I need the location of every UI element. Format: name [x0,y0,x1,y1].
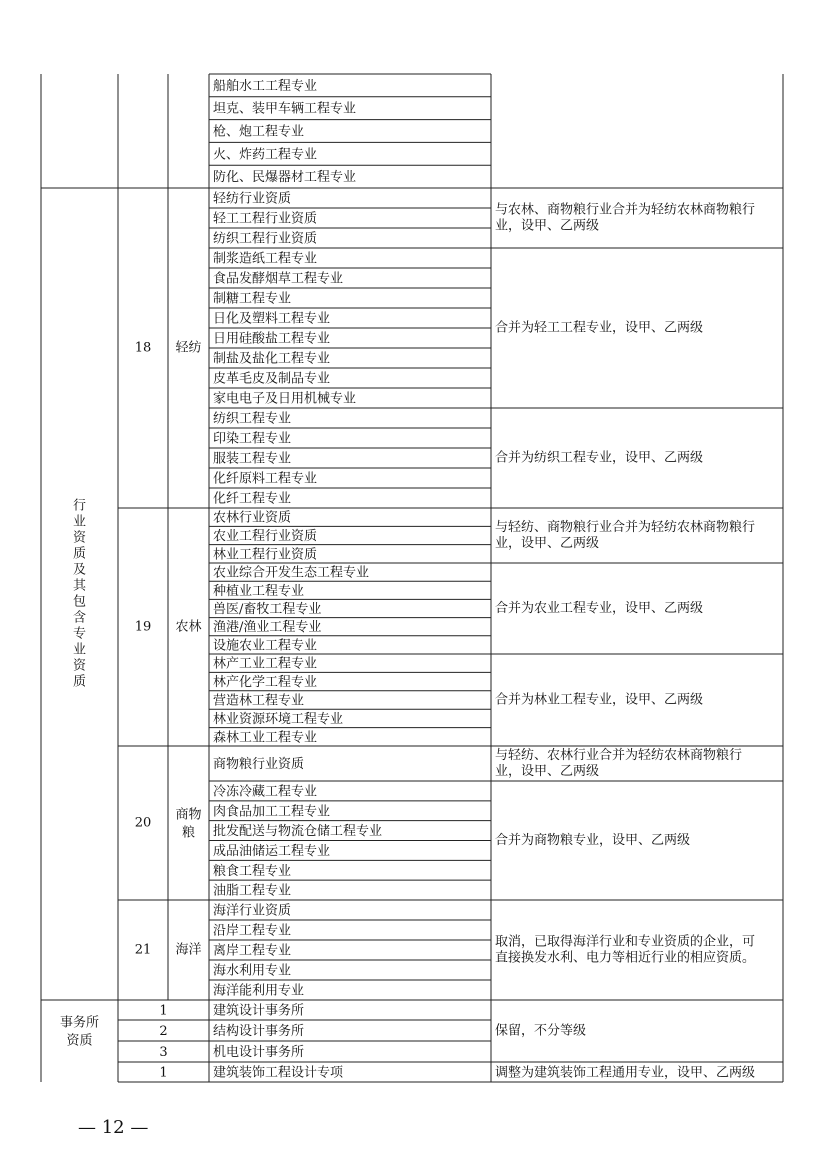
firm-row-number: 2 [159,1024,168,1039]
note-text: 合并为商物粮专业，设甲、乙两级 [495,833,691,848]
note-text: 直接换发水利、电力等相近行业的相应资质。 [495,950,756,966]
group18-item: 皮革毛皮及制品专业 [213,371,331,387]
top-item: 船舶水工工程专业 [213,78,318,94]
note-text: 与轻纺、商物粮行业合并为轻纺农林商物粮行 [495,520,756,535]
group19-item: 渔港/渔业工程专业 [213,620,322,636]
top-item: 防化、民爆器材工程专业 [213,170,357,186]
group21-name: 海洋 [175,942,202,958]
firm-row-name: 结构设计事务所 [213,1024,305,1039]
group19-item: 种植业工程专业 [213,583,305,599]
note-text: 业，设甲、乙两级 [495,536,600,551]
group18-item: 日用硅酸盐工程专业 [213,331,331,347]
group18-item: 纺织工程专业 [213,411,292,427]
group18-item: 家电电子及日用机械专业 [213,391,357,407]
group19-item: 农业工程行业资质 [213,529,318,544]
group18-item: 轻工工程行业资质 [213,211,318,227]
firm-row-number: 3 [159,1045,168,1060]
group19-name: 农林 [175,619,202,635]
last-row-name: 建筑装饰工程设计专项 [213,1065,344,1081]
group20-name: 商物 [175,807,202,823]
section-label-char: 质 [72,674,87,690]
firm-row-number: 1 [159,1003,168,1019]
note-text: 合并为纺织工程专业，设甲、乙两级 [495,450,704,466]
group18-item: 日化及塑料工程专业 [213,311,331,327]
group19-number: 19 [134,619,152,635]
group19-item: 林产工业工程专业 [213,656,318,672]
group20-item: 粮食工程专业 [213,863,292,879]
last-row-number: 1 [159,1065,168,1081]
firm-row-name: 机电设计事务所 [213,1045,305,1060]
group20-item: 商物粮行业资质 [213,757,305,772]
group21-item: 海洋行业资质 [213,903,292,919]
group18-item: 食品发酵烟草工程专业 [213,271,344,287]
top-item: 火、炸药工程专业 [213,147,318,163]
group18-item: 制盐及盐化工程专业 [213,351,331,367]
section-label-char: 及 [72,562,87,578]
group19-item: 兽医/畜牧工程专业 [213,602,322,617]
group19-item: 林业资源环境工程专业 [213,711,344,727]
group21-item: 海洋能利用专业 [213,983,305,999]
group20-item: 成品油储运工程专业 [213,843,331,859]
note-text: 取消，已取得海洋行业和专业资质的企业，可 [495,934,756,950]
group18-item: 制糖工程专业 [213,291,292,307]
note-text: 合并为农业工程专业，设甲、乙两级 [495,601,704,616]
group19-item: 森林工业工程专业 [213,730,318,746]
note-text: 业，设甲、乙两级 [495,764,600,779]
group20-number: 20 [134,815,152,831]
group20-item: 批发配送与物流仓储工程专业 [213,824,383,840]
section-label-char: 行 [72,498,87,514]
group20-item: 油脂工程专业 [213,883,292,899]
firm-row-name: 建筑设计事务所 [213,1003,305,1019]
note-text: 业，设甲、乙两级 [495,218,600,234]
section-label-char: 其 [72,578,87,594]
group19-item: 农林行业资质 [213,510,292,526]
group20-item: 冷冻冷藏工程专业 [213,784,318,800]
group19-item: 林产化学工程专业 [213,675,318,691]
note-text: 与轻纺、农林行业合并为轻纺农林商物粮行 [495,748,743,763]
section-label-char: 业 [72,514,87,530]
group19-item: 林业工程行业资质 [213,547,318,563]
note-text: 合并为林业工程专业，设甲、乙两级 [495,692,704,708]
group20-item: 肉食品加工工程专业 [213,804,331,820]
section-label-char: 业 [72,642,87,658]
top-item: 坦克、装甲车辆工程专业 [213,101,357,117]
firm-label: 事务所 [59,1015,100,1031]
note-text: 合并为轻工工程专业，设甲、乙两级 [495,320,704,336]
group20-name: 粮 [181,825,196,841]
page-number: — 12 — [78,1117,149,1138]
group18-item: 服装工程专业 [213,451,292,467]
group21-item: 沿岸工程专业 [213,923,292,939]
group21-item: 离岸工程专业 [213,943,292,959]
last-row-note: 调整为建筑装饰工程通用专业，设甲、乙两级 [495,1065,756,1081]
group18-item: 纺织工程行业资质 [213,231,318,247]
group19-item: 农业综合开发生态工程专业 [213,565,370,581]
top-item: 枪、炮工程专业 [213,124,305,140]
group18-item: 制浆造纸工程专业 [213,251,318,267]
section-label-char: 含 [72,610,87,626]
group18-item: 印染工程专业 [213,431,292,447]
firm-label: 资质 [66,1033,93,1049]
group21-number: 21 [134,942,152,958]
group18-name: 轻纺 [175,340,202,356]
group18-item: 化纤工程专业 [213,491,292,507]
group18-item: 轻纺行业资质 [213,191,292,207]
group18-item: 化纤原料工程专业 [213,471,318,487]
group19-item: 设施农业工程专业 [213,638,318,654]
section-label-char: 包 [72,594,87,610]
group18-number: 18 [134,340,152,356]
group19-item: 营造林工程专业 [213,693,305,709]
section-label-char: 质 [72,546,87,562]
note-text: 与农林、商物粮行业合并为轻纺农林商物粮行 [495,202,756,218]
section-label-char: 专 [72,626,87,642]
section-label-char: 资 [72,658,87,674]
group21-item: 海水利用专业 [213,963,292,979]
firm-note: 保留，不分等级 [495,1023,587,1039]
section-label-char: 资 [72,530,87,546]
